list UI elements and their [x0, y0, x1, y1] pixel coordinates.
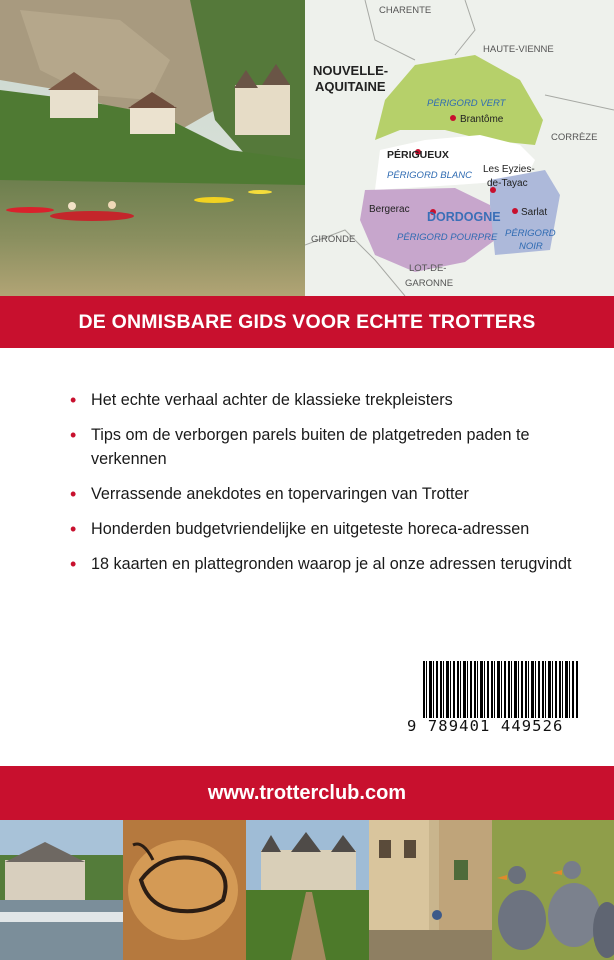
map-label-de-tayac: de-Tayac [487, 178, 528, 189]
bullet-icon: • [70, 390, 77, 410]
strip-photo-village-street [369, 820, 492, 960]
feature-item [70, 482, 590, 506]
map-label-perigueux: PÉRIGUEUX [387, 149, 449, 161]
map-label-nouvelle: NOUVELLE- [313, 63, 389, 78]
feature-text: 18 kaarten en plattegronden waarop je al onze adressen terugvindt [91, 555, 572, 573]
strip-photo-abbey [0, 820, 123, 960]
website-url: www.trotterclub.com [207, 781, 407, 804]
photo-canvoes-river-image [0, 0, 305, 296]
map-label-perigord-pourpre: PÉRIGORD POURPRE [397, 232, 498, 243]
isbn-number: 9 789401 449526 [407, 717, 564, 735]
feature-text: Honderden budgetvriendelijke en uitgeteste horeca-adressen [91, 520, 530, 538]
isbn-barcode [405, 657, 579, 743]
map-label-perigord-blanc: PÉRIGORD BLANC [387, 170, 472, 181]
map-label-charente: CHARENTE [379, 5, 432, 16]
map-label-correze: CORRÈZE [551, 132, 598, 143]
tagline-text: DE ONMISBARE GIDS VOOR ECHTE TROTTERS [78, 310, 536, 333]
strip-photo-geese [492, 820, 614, 960]
map-label-lot-et-garonne-1: LOT-DE- [409, 263, 447, 274]
feature-text: Tips om de verborgen parels buiten de platgetreden paden te verkennen [91, 426, 530, 468]
river-castle-photo [0, 0, 305, 296]
map-label-haute-vienne: HAUTE-VIENNE [483, 44, 554, 55]
dordogne-map [305, 0, 614, 296]
cover-header [0, 0, 614, 296]
bullet-icon: • [70, 519, 77, 539]
map-label-perigord-noir-2: NOIR [519, 241, 543, 252]
map-label-gironde: GIRONDE [311, 234, 356, 245]
strip-photo-chateau-vineyard [246, 820, 369, 960]
map-label-sarlat: Sarlat [521, 207, 548, 218]
tagline-banner [0, 296, 614, 348]
region-map [305, 0, 614, 296]
map-label-brantome: Brantôme [460, 114, 504, 125]
feature-text: Het echte verhaal achter de klassieke trekpleisters [91, 391, 453, 409]
strip-photo-cave-painting [123, 820, 246, 960]
feature-item [70, 517, 590, 541]
bullet-icon: • [70, 425, 77, 445]
bullet-icon: • [70, 554, 77, 574]
map-label-perigord-vert: PÉRIGORD VERT [427, 98, 506, 109]
barcode-bars [423, 661, 579, 718]
map-label-bergerac: Bergerac [369, 204, 410, 215]
feature-item [70, 552, 590, 576]
map-label-aquitaine: AQUITAINE [315, 79, 386, 94]
feature-text: Verrassende anekdotes en topervaringen van Trotter [91, 485, 469, 503]
feature-item [70, 423, 590, 471]
map-label-dordogne: DORDOGNE [427, 210, 501, 224]
map-label-perigord-noir-1: PÉRIGORD [505, 228, 556, 239]
map-label-les-eyzies: Les Eyzies- [483, 164, 535, 175]
feature-list [70, 388, 590, 587]
map-label-lot-et-garonne-2: GARONNE [405, 278, 454, 289]
feature-item [70, 388, 590, 412]
photo-strip [0, 820, 614, 960]
bullet-icon: • [70, 484, 77, 504]
website-banner [0, 766, 614, 820]
